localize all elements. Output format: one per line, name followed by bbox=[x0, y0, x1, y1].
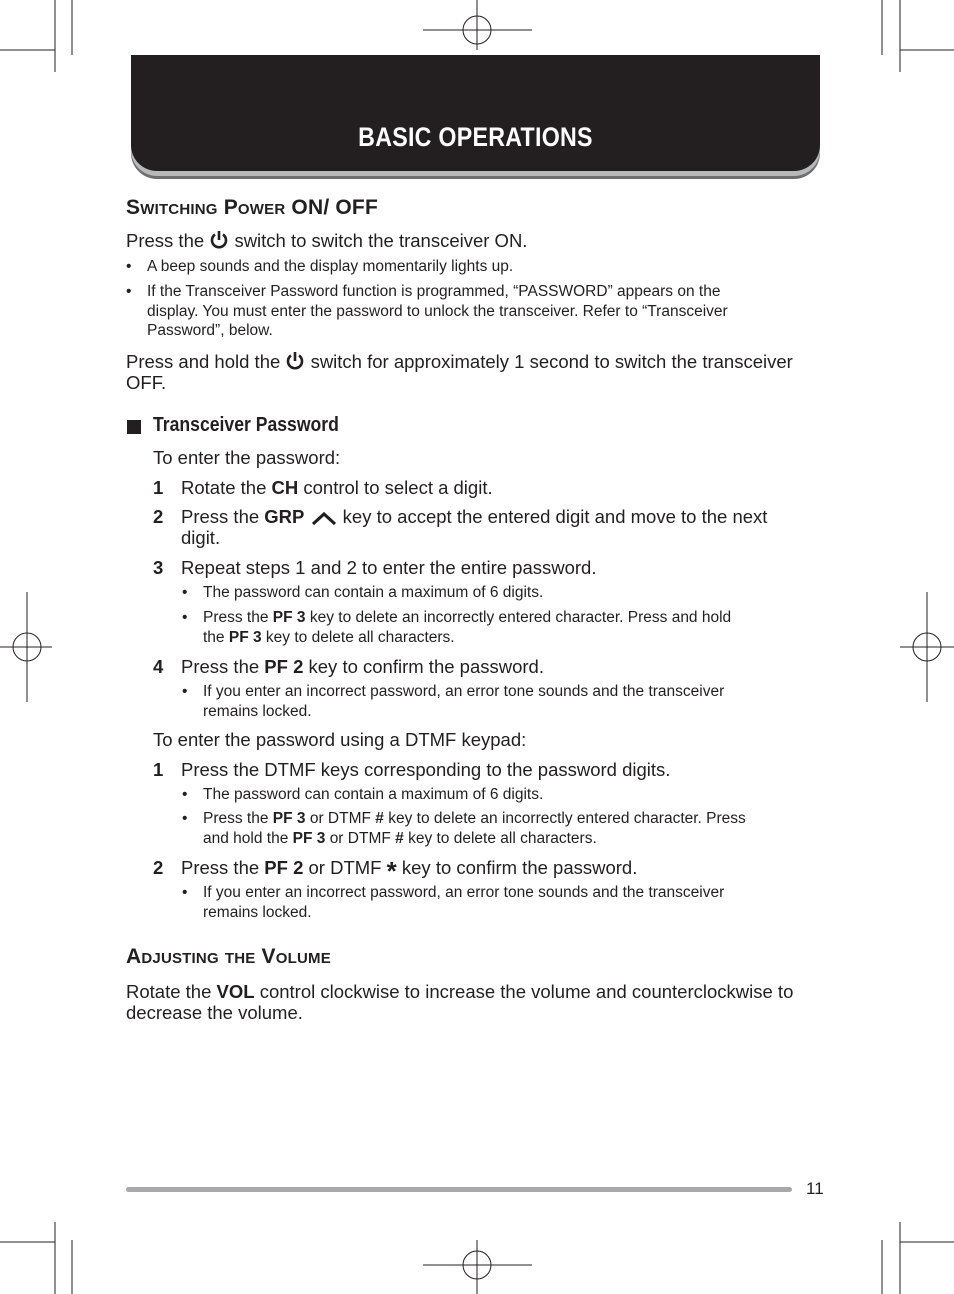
text: Press the bbox=[181, 506, 260, 527]
list-item bbox=[126, 257, 514, 277]
text: and hold the bbox=[203, 829, 289, 847]
heading-switching-power bbox=[126, 196, 378, 220]
square-bullet-icon bbox=[127, 420, 141, 434]
power-on-paragraph bbox=[126, 230, 826, 251]
key-name: VOL bbox=[216, 981, 255, 1002]
heading-initial: A bbox=[126, 945, 142, 968]
step-number: 4 bbox=[153, 656, 164, 677]
text: Press the bbox=[203, 810, 269, 827]
text: key to confirm the password. bbox=[401, 857, 638, 878]
text: switch for approximately 1 second to switch the transceiver bbox=[310, 351, 793, 372]
text: Rotate the bbox=[126, 981, 212, 1002]
text: key to delete an incorrectly entered character. Press bbox=[388, 810, 746, 827]
text: Press the DTMF keys corresponding to the password digits. bbox=[181, 759, 671, 780]
step-number: 1 bbox=[153, 477, 164, 498]
key-name: # bbox=[375, 810, 384, 827]
text: Press the bbox=[126, 230, 205, 251]
text: key to delete all characters. bbox=[265, 628, 455, 646]
text: remains locked. bbox=[203, 903, 312, 921]
heading-initial: V bbox=[261, 945, 276, 968]
text: The password can contain a maximum of 6 digits. bbox=[203, 786, 544, 803]
text: Press the bbox=[181, 857, 260, 878]
chapter-title: BASIC OPERATIONS bbox=[358, 122, 593, 152]
bullet-marker: • bbox=[182, 810, 188, 827]
text: or DTMF bbox=[329, 829, 391, 847]
heading-on-off: ON/ OFF bbox=[291, 196, 378, 219]
text: or DTMF bbox=[308, 857, 382, 878]
subheading-transceiver-password: Transceiver Password bbox=[153, 414, 339, 436]
key-name: GRP bbox=[264, 506, 305, 527]
list-item bbox=[182, 785, 544, 805]
key-name: PF 2 bbox=[264, 857, 304, 878]
text: Press the bbox=[203, 609, 269, 626]
step-number: 1 bbox=[153, 759, 164, 780]
chapter-banner bbox=[131, 55, 820, 171]
key-name: CH bbox=[271, 477, 299, 498]
step-number: 2 bbox=[153, 506, 164, 527]
page-number: 11 bbox=[806, 1179, 824, 1198]
volume-paragraph bbox=[126, 981, 836, 1023]
text: If you enter an incorrect password, an error tone sounds and the transceiver bbox=[203, 683, 725, 700]
list-item bbox=[126, 282, 837, 341]
heading-adjusting-volume bbox=[126, 945, 331, 969]
text: If the Transceiver Password function is programmed, “PASSWORD” appears on the bbox=[147, 283, 721, 300]
list-item bbox=[182, 682, 833, 721]
bullet-marker: • bbox=[182, 786, 188, 803]
bullet-marker: • bbox=[182, 584, 188, 601]
bullet-marker: • bbox=[126, 283, 132, 300]
text: remains locked. bbox=[203, 702, 312, 720]
step-number: 2 bbox=[153, 857, 164, 878]
heading-smallcaps: THE bbox=[224, 950, 256, 967]
heading-smallcaps: OLUME bbox=[275, 950, 331, 967]
password-intro: To enter the password: bbox=[153, 447, 341, 468]
text: Press the bbox=[181, 656, 260, 677]
text: key to confirm the password. bbox=[308, 656, 544, 677]
text: If you enter an incorrect password, an error tone sounds and the transceiver bbox=[203, 884, 725, 901]
power-off-paragraph bbox=[126, 351, 826, 393]
list-item bbox=[182, 809, 833, 848]
power-icon bbox=[209, 230, 229, 250]
text: The password can contain a maximum of 6 digits. bbox=[203, 584, 544, 601]
chevron-up-icon bbox=[310, 510, 338, 526]
heading-initial: P bbox=[223, 196, 238, 219]
key-name: # bbox=[395, 829, 404, 847]
asterisk-key: * bbox=[386, 856, 397, 886]
text: switch to switch the transceiver ON. bbox=[234, 230, 528, 251]
power-icon bbox=[285, 351, 305, 371]
text: control to select a digit. bbox=[303, 477, 493, 498]
text: Press and hold the bbox=[126, 351, 281, 372]
key-name: PF 2 bbox=[264, 656, 304, 677]
heading-initial: S bbox=[126, 196, 141, 219]
text: decrease the volume. bbox=[126, 1002, 303, 1023]
text: or DTMF bbox=[309, 810, 371, 827]
text: Rotate the bbox=[181, 477, 267, 498]
heading-smallcaps: WITCHING bbox=[140, 201, 218, 218]
text: key to accept the entered digit and move to the next bbox=[342, 506, 768, 527]
footer-rule bbox=[126, 1187, 792, 1192]
text: Repeat steps 1 and 2 to enter the entire password. bbox=[181, 557, 597, 578]
step-number: 3 bbox=[153, 557, 164, 578]
bullet-marker: • bbox=[182, 609, 188, 626]
dtmf-intro: To enter the password using a DTMF keypad: bbox=[153, 729, 527, 750]
key-name: PF 3 bbox=[228, 628, 262, 646]
text: OFF. bbox=[126, 372, 167, 393]
bullet-marker: • bbox=[182, 683, 188, 700]
text: display. You must enter the password to unlock the transceiver. Refer to “Transceiver bbox=[147, 302, 728, 320]
list-item bbox=[182, 883, 833, 922]
text: the bbox=[203, 628, 225, 646]
heading-smallcaps: OWER bbox=[237, 201, 286, 218]
key-name: PF 3 bbox=[272, 609, 306, 626]
key-name: PF 3 bbox=[272, 810, 306, 827]
text: key to delete an incorrectly entered character. Press and hold bbox=[309, 609, 732, 626]
text: Password”, below. bbox=[147, 322, 273, 339]
text: control clockwise to increase the volume and counterclockwise to bbox=[259, 981, 794, 1002]
key-name: PF 3 bbox=[292, 829, 326, 847]
list-item bbox=[182, 583, 544, 603]
heading-smallcaps: DJUSTING bbox=[141, 950, 219, 967]
list-item bbox=[182, 608, 833, 647]
bullet-marker: • bbox=[126, 258, 132, 275]
text: key to delete all characters. bbox=[408, 829, 597, 847]
text: A beep sounds and the display momentarily lights up. bbox=[147, 258, 514, 275]
bullet-marker: • bbox=[182, 884, 188, 901]
text: digit. bbox=[181, 527, 221, 548]
